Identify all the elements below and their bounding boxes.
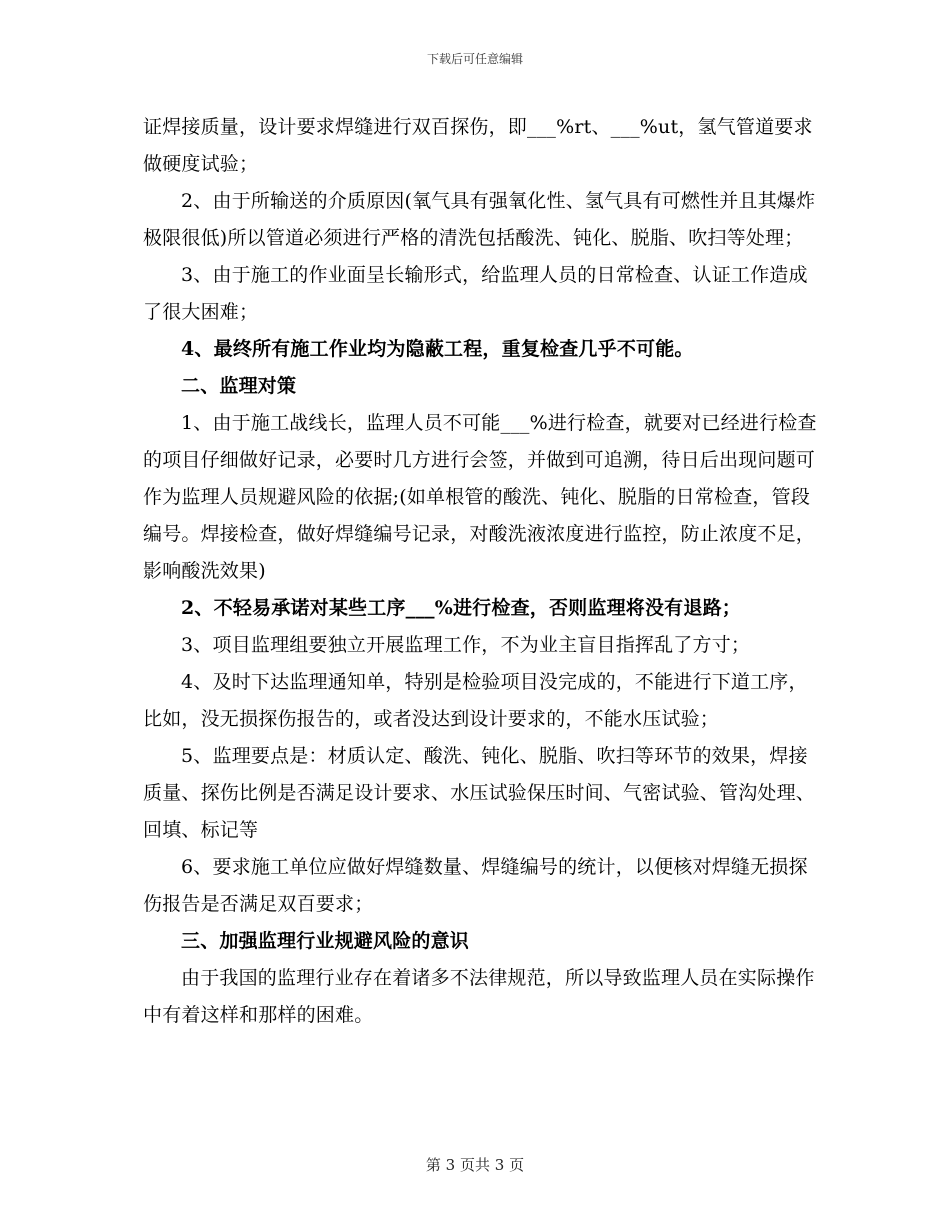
paragraph-9: 5、监理要点是：材质认定、酸洗、钝化、脱脂、吹扫等环节的效果，焊接质量、探伤比例是否满足设计要求、水压试验保压时间、气密试验、管沟处理、回填、标记等	[143, 745, 816, 841]
paragraph-5: 1、由于施工战线长，监理人员不可能___%进行检查，就要对已经进行检查的项目仔细做好记录，必要时几方进行会签，并做到可追溯，待日后出现问题可作为监理人员规避风险的依据;(如单根管的酸洗、钝化、脱脂的日常检查，管段编号。焊接检查，做好焊缝编号记录，对酸洗液浓度进行监控，防止浓度不足，影响酸洗效果)	[143, 412, 817, 582]
page-header: 下载后可任意编辑	[426, 52, 523, 66]
paragraph-7: 3、项目监理组要独立开展监理工作，不为业主盲目指挥乱了方寸；	[181, 634, 751, 656]
paragraph-6: 2、不轻易承诺对某些工序___%进行检查，否则监理将没有退路；	[181, 597, 741, 619]
paragraph-3: 3、由于施工的作业面呈长输形式，给监理人员的日常检查、认证工作造成了很大困难；	[143, 264, 808, 323]
page-footer: 第 3 页共 3 页	[425, 1156, 525, 1174]
paragraph-10: 6、要求施工单位应做好焊缝数量、焊缝编号的统计，以便核对焊缝无损探伤报告是否满足双百要求；	[143, 856, 808, 915]
section-heading-3: 三、加强监理行业规避风险的意识	[181, 930, 470, 952]
paragraph-11: 由于我国的监理行业存在着诸多不法律规范，所以导致监理人员在实际操作中有着这样和那样的困难。	[143, 967, 815, 1026]
paragraph-1: 证焊接质量，设计要求焊缝进行双百探伤，即___%rt、___%ut，氢气管道要求做硬度试验；	[143, 116, 813, 175]
paragraph-2: 2、由于所输送的介质原因(氧气具有强氧化性、氢气具有可燃性并且其爆炸极限很低)所以管道必须进行严格的清洗包括酸洗、钝化、脱脂、吹扫等处理；	[143, 190, 816, 249]
paragraph-8: 4、及时下达监理通知单，特别是检验项目没完成的，不能进行下道工序，比如，没无损探伤报告的，或者没达到设计要求的，不能水压试验；	[143, 671, 808, 730]
document-body	[143, 109, 823, 1034]
paragraph-4: 4、最终所有施工作业均为隐蔽工程，重复检查几乎不可能。	[181, 338, 694, 360]
section-heading-2: 二、监理对策	[181, 375, 297, 397]
